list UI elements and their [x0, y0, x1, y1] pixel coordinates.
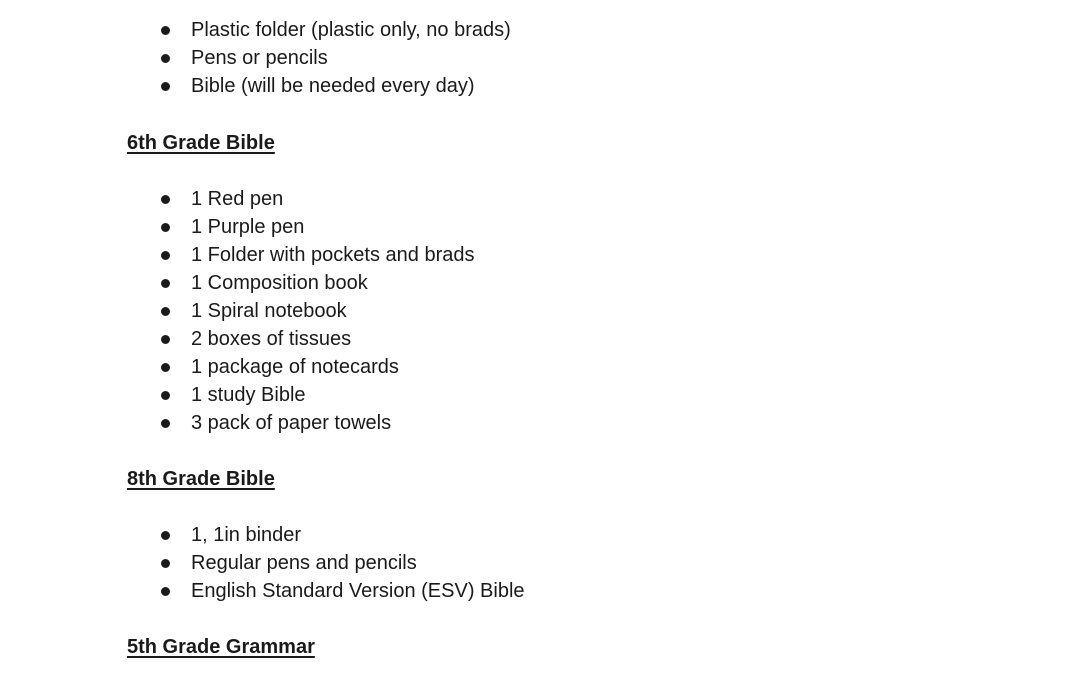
bullet-icon	[161, 279, 170, 288]
list-item	[160, 549, 525, 577]
list-item-text: 1 Red pen	[191, 188, 284, 210]
list-item-text: 1 Folder with pockets and brads	[191, 244, 475, 266]
list-item-text: 1 Spiral notebook	[191, 300, 347, 322]
list-item	[160, 381, 475, 409]
list-item	[160, 213, 475, 241]
list-item-text: Bible (will be needed every day)	[191, 75, 475, 97]
list-item-text: 1 study Bible	[191, 384, 306, 406]
bullet-icon	[161, 82, 170, 91]
list-item	[160, 409, 475, 437]
list-item	[160, 521, 525, 549]
list-item-text: Pens or pencils	[191, 47, 328, 69]
bullet-icon	[161, 251, 170, 260]
section-heading-5th-grade-grammar: 5th Grade Grammar	[127, 636, 315, 658]
list-item	[160, 44, 511, 72]
list-item-text: 1 package of notecards	[191, 356, 399, 378]
bullet-icon	[161, 26, 170, 35]
bullet-icon	[161, 363, 170, 372]
list-item	[160, 16, 511, 44]
bullet-icon	[161, 531, 170, 540]
list-item-text: Regular pens and pencils	[191, 552, 417, 574]
list-item	[160, 185, 475, 213]
list-item-text: 1 Composition book	[191, 272, 368, 294]
list-item-text: 1, 1in binder	[191, 524, 302, 546]
list-item	[160, 297, 475, 325]
supply-list-6th-grade-bible	[160, 185, 475, 437]
list-item	[160, 269, 475, 297]
list-item	[160, 241, 475, 269]
bullet-icon	[161, 223, 170, 232]
supply-list-continued	[160, 16, 511, 100]
list-item	[160, 577, 525, 605]
bullet-icon	[161, 307, 170, 316]
bullet-icon	[161, 559, 170, 568]
bullet-icon	[161, 587, 170, 596]
list-item-text: English Standard Version (ESV) Bible	[191, 580, 525, 602]
list-item-text: 2 boxes of tissues	[191, 328, 352, 350]
list-item	[160, 72, 511, 100]
list-item-text: Plastic folder (plastic only, no brads)	[191, 19, 511, 41]
bullet-icon	[161, 419, 170, 428]
section-heading-6th-grade-bible: 6th Grade Bible	[127, 132, 275, 154]
bullet-icon	[161, 195, 170, 204]
list-item-text: 1 Purple pen	[191, 216, 305, 238]
supply-list-8th-grade-bible	[160, 521, 525, 605]
bullet-icon	[161, 391, 170, 400]
list-item	[160, 353, 475, 381]
section-heading-8th-grade-bible: 8th Grade Bible	[127, 468, 275, 490]
bullet-icon	[161, 54, 170, 63]
list-item-text: 3 pack of paper towels	[191, 412, 392, 434]
bullet-icon	[161, 335, 170, 344]
list-item	[160, 325, 475, 353]
